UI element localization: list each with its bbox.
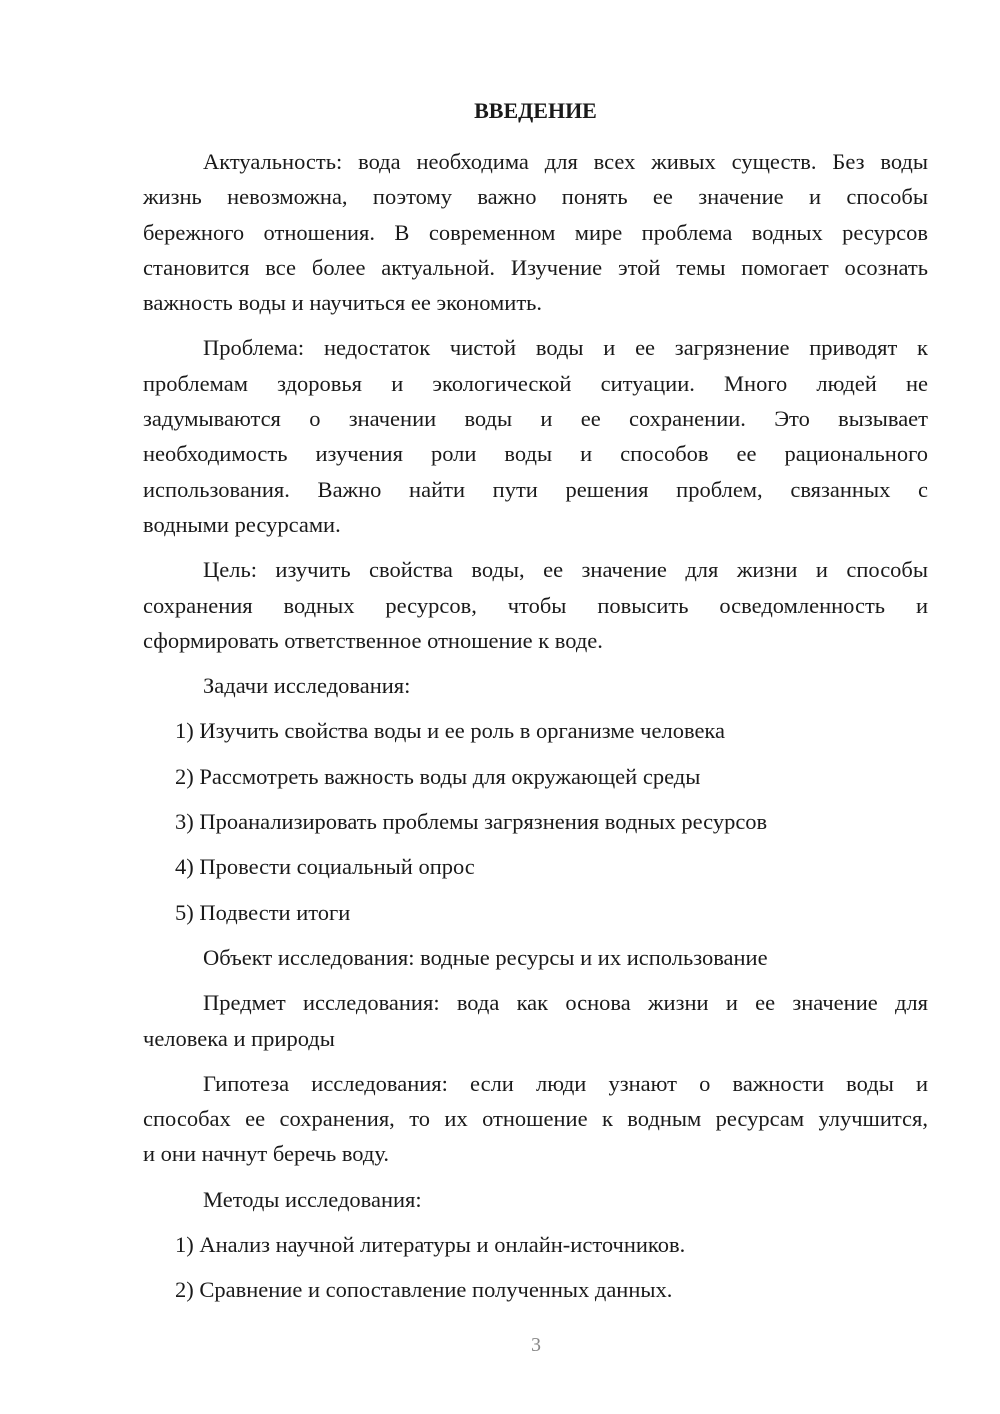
text-line: проблемам здоровья и экологической ситуации. Много людей не [143, 370, 928, 396]
text-line: Актуальность: вода необходима для всех живых существ. Без воды [203, 149, 928, 174]
text-line: Объект исследования: водные ресурсы и их использование [203, 944, 768, 970]
paragraph [143, 668, 928, 703]
text-line: человека и природы [143, 1025, 335, 1051]
paragraph [143, 985, 928, 1056]
text-line: 2) Сравнение и сопоставление полученных данных. [175, 1277, 673, 1303]
list-item [143, 849, 928, 884]
text-line: бережного отношения. В современном мире проблема водных ресурсов [143, 219, 928, 245]
paragraph [143, 330, 928, 542]
text-line: 1) Изучить свойства воды и ее роль в организме человека [175, 718, 726, 744]
page-number: 3 [531, 1334, 541, 1356]
text-line: 3) Проанализировать проблемы загрязнения водных ресурсов [175, 809, 768, 835]
text-line: водными ресурсами. [143, 511, 341, 537]
list-item [143, 1227, 928, 1262]
text-line: 1) Анализ научной литературы и онлайн-источников. [175, 1232, 686, 1258]
text-line: важность воды и научиться ее экономить. [143, 290, 543, 316]
list-item [143, 804, 928, 839]
text-line: способах ее сохранения, то их отношение к водным ресурсам улучшится, [143, 1106, 928, 1132]
text-line: Гипотеза исследования: если люди узнают о важности воды и [203, 1070, 928, 1096]
document-body [143, 144, 928, 1308]
text-line: 4) Провести социальный опрос [175, 854, 475, 880]
text-line: 2) Рассмотреть важность воды для окружающей среды [175, 763, 701, 789]
text-line: Методы исследования: [203, 1186, 422, 1212]
text-line: Проблема: недостаток чистой воды и ее загрязнение приводят к [203, 335, 928, 361]
text-line: жизнь невозможна, поэтому важно понять ее значение и способы [143, 184, 928, 210]
document-page [143, 96, 928, 1318]
list-item [143, 1272, 928, 1307]
text-line: и они начнут беречь воду. [143, 1141, 389, 1167]
paragraph [143, 552, 928, 658]
list-item [143, 895, 928, 930]
section-title: ВВЕДЕНИЕ [474, 98, 597, 123]
text-line: Задачи исследования: [203, 673, 411, 699]
text-line: Предмет исследования: вода как основа жизни и ее значение для [203, 990, 928, 1016]
paragraph [143, 1066, 928, 1172]
list-item [143, 759, 928, 794]
text-line: задумываются о значении воды и ее сохранении. Это вызывает [143, 406, 928, 432]
text-line: использования. Важно найти пути решения проблем, связанных с [143, 476, 928, 502]
text-line: необходимость изучения роли воды и способов ее рационального [143, 441, 928, 467]
text-line: 5) Подвести итоги [175, 899, 351, 925]
paragraph [143, 940, 928, 975]
paragraph [143, 1182, 928, 1217]
paragraph [143, 144, 928, 320]
text-line: сформировать ответственное отношение к воде. [143, 627, 603, 653]
list-item [143, 713, 928, 748]
text-line: становится все более актуальной. Изучение этой темы помогает осознать [143, 254, 928, 280]
text-line: сохранения водных ресурсов, чтобы повысить осведомленность и [143, 592, 928, 618]
text-line: Цель: изучить свойства воды, ее значение для жизни и способы [203, 557, 928, 583]
